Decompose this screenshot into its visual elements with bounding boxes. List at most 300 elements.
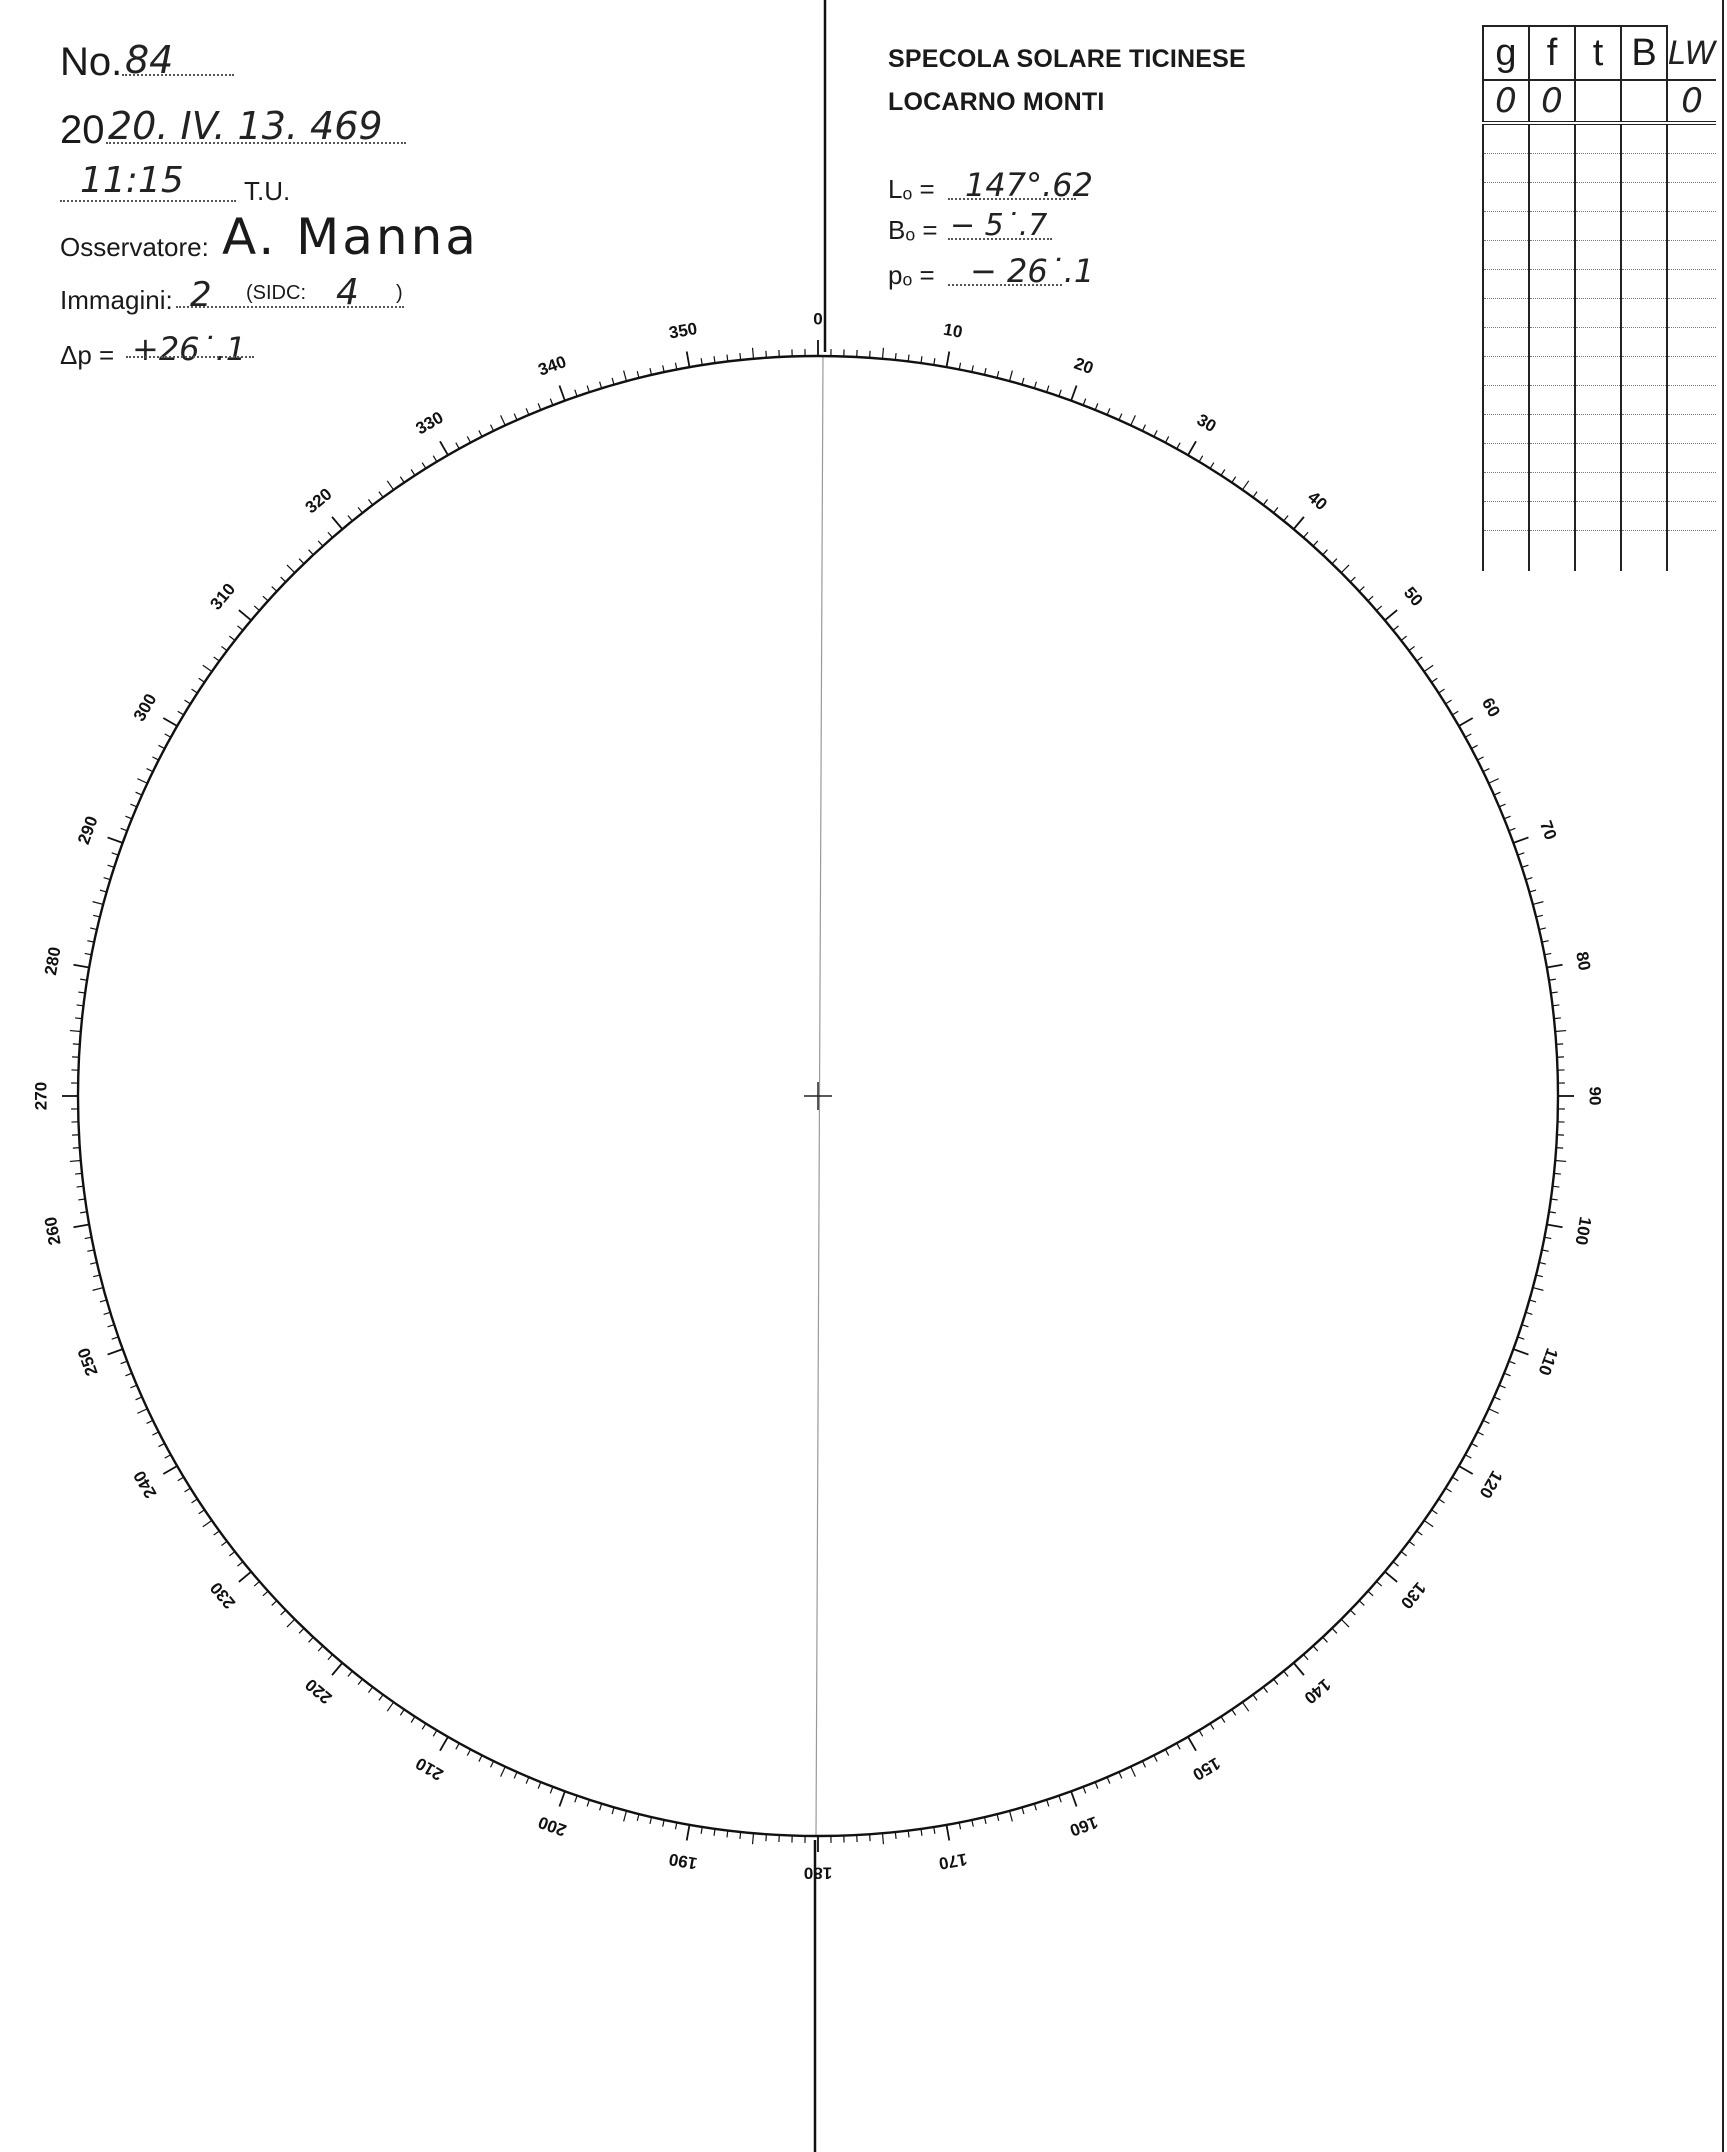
degree-tick <box>637 371 639 378</box>
degree-tick <box>1107 1777 1110 1783</box>
degree-tick <box>1465 734 1471 737</box>
degree-tick <box>1242 1702 1248 1711</box>
observer-value[interactable]: A. Manna <box>222 208 479 266</box>
degree-tick <box>727 1830 728 1837</box>
degree-tick <box>1047 1800 1049 1807</box>
degree-tick <box>1154 1755 1157 1761</box>
degree-tick <box>501 1767 506 1777</box>
degree-tick <box>1034 382 1036 389</box>
degree-tick <box>1513 837 1528 842</box>
degree-tick <box>1274 507 1278 513</box>
B0-value[interactable]: − 5˙.7 <box>950 208 1048 243</box>
degree-tick <box>895 353 896 360</box>
degree-tick <box>972 1820 973 1827</box>
B0-label: Bₒ = <box>888 215 938 245</box>
degree-label: 220 <box>301 1674 336 1708</box>
degree-tick <box>163 1466 177 1474</box>
degree-tick <box>946 351 949 367</box>
degree-tick <box>422 1724 426 1730</box>
degree-tick <box>1284 515 1288 520</box>
degree-tick <box>1131 1767 1136 1777</box>
institution-location: LOCARNO MONTI <box>888 88 1105 116</box>
number-label: No. <box>60 40 123 84</box>
delta-p-label: Δp = <box>60 340 115 370</box>
degree-tick <box>108 865 115 867</box>
degree-tick <box>491 425 494 431</box>
degree-tick <box>185 700 191 704</box>
degree-tick <box>1323 1637 1328 1642</box>
degree-tick <box>1494 1397 1500 1400</box>
institution-name: SPECOLA SOLARE TICINESE <box>888 45 1246 73</box>
degree-tick <box>348 1671 352 1676</box>
L0-label: Lₒ = <box>888 174 935 204</box>
degree-tick <box>456 1743 459 1749</box>
degree-tick <box>433 456 437 462</box>
degree-tick <box>1536 915 1543 917</box>
degree-tick <box>152 1432 158 1435</box>
degree-label: 170 <box>937 1849 969 1874</box>
degree-tick <box>1544 953 1551 954</box>
degree-tick <box>1431 678 1437 682</box>
degree-tick <box>309 1637 314 1642</box>
degree-tick <box>1210 463 1214 469</box>
degree-tick <box>237 626 242 630</box>
degree-tick <box>637 1814 639 1821</box>
degree-tick <box>908 355 909 362</box>
degree-tick <box>1022 378 1024 385</box>
degree-tick <box>1401 1552 1407 1556</box>
degree-label: 330 <box>412 407 447 439</box>
degree-tick <box>1522 865 1529 867</box>
degree-label: 310 <box>206 579 240 614</box>
degree-label: 20 <box>1071 353 1096 379</box>
degree-tick <box>1542 941 1549 942</box>
degree-tick <box>254 1581 259 1586</box>
degree-tick <box>1294 1663 1304 1675</box>
value-g[interactable]: 0 <box>1483 80 1529 123</box>
degree-tick <box>1263 1687 1267 1693</box>
degree-tick <box>137 779 147 784</box>
degree-tick <box>299 559 304 564</box>
degree-tick <box>73 1224 89 1227</box>
degree-label: 270 <box>31 1081 51 1111</box>
degree-tick <box>1188 441 1196 455</box>
degree-tick <box>1529 1300 1536 1302</box>
degree-tick <box>1177 443 1180 449</box>
number-value[interactable]: 84 <box>125 38 174 82</box>
degree-tick <box>70 1160 81 1161</box>
degree-tick <box>90 1262 97 1264</box>
header-t: t <box>1575 26 1621 80</box>
degree-label: 160 <box>1067 1812 1101 1840</box>
degree-tick <box>368 1687 372 1693</box>
time-value[interactable]: 11:15 <box>80 160 184 201</box>
degree-tick <box>199 1510 205 1514</box>
degree-tick <box>1083 1787 1086 1794</box>
degree-tick <box>1274 1679 1278 1685</box>
header-f: f <box>1529 26 1575 80</box>
degree-tick <box>624 1811 627 1822</box>
degree-tick <box>997 1814 999 1821</box>
degree-tick <box>587 1800 589 1807</box>
degree-label: 60 <box>1477 694 1504 721</box>
degree-tick <box>287 565 295 573</box>
images-label: Immagini: <box>60 285 173 315</box>
degree-tick <box>1253 1695 1257 1701</box>
degree-tick <box>491 1761 494 1767</box>
degree-tick <box>108 1325 115 1327</box>
degree-tick <box>1284 1671 1288 1676</box>
degree-tick <box>1513 1349 1528 1354</box>
degree-tick <box>1526 878 1533 880</box>
degree-tick <box>1509 828 1516 831</box>
degree-tick <box>440 1737 448 1751</box>
degree-tick <box>740 353 741 360</box>
degree-tick <box>299 1628 304 1633</box>
degree-tick <box>1401 636 1407 640</box>
degree-tick <box>1341 1619 1349 1627</box>
degree-tick <box>1494 792 1500 795</box>
degree-tick <box>387 481 393 490</box>
degree-tick <box>75 1173 82 1174</box>
degree-label: 90 <box>1585 1086 1605 1106</box>
degree-tick <box>1539 928 1546 930</box>
degree-tick <box>1518 1337 1525 1339</box>
degree-label: 110 <box>1534 1345 1562 1378</box>
degree-tick <box>600 1804 602 1811</box>
degree-tick <box>368 499 372 505</box>
degree-tick <box>221 646 227 650</box>
degree-tick <box>147 769 153 772</box>
degree-tick <box>1439 689 1445 693</box>
date-prefix: 20 <box>60 108 105 152</box>
degree-label: 340 <box>535 352 569 380</box>
degree-tick <box>687 351 690 367</box>
degree-tick <box>1232 1709 1236 1715</box>
degree-tick <box>1459 1466 1473 1474</box>
degree-tick <box>1177 1743 1180 1749</box>
degree-tick <box>1071 386 1076 401</box>
degree-tick <box>422 463 426 469</box>
date-value[interactable]: 20. IV. 13. 469 <box>108 104 383 148</box>
degree-label: 250 <box>74 1345 102 1379</box>
degree-tick <box>1095 403 1098 409</box>
degree-tick <box>1294 517 1304 529</box>
degree-tick <box>1010 371 1013 382</box>
degree-tick <box>997 371 999 378</box>
degree-tick <box>214 657 220 661</box>
degree-tick <box>1483 1420 1489 1423</box>
degree-tick <box>328 532 333 537</box>
degree-tick <box>1263 499 1267 505</box>
degree-label: 290 <box>74 813 102 847</box>
degree-tick <box>152 757 158 760</box>
degree-tick <box>1385 1572 1397 1582</box>
degree-label: 50 <box>1399 583 1427 610</box>
degree-tick <box>1555 1031 1566 1032</box>
degree-tick <box>1547 965 1563 968</box>
degree-tick <box>559 1791 564 1806</box>
degree-tick <box>1119 1772 1122 1778</box>
degree-tick <box>272 1601 277 1606</box>
degree-tick <box>1417 657 1423 661</box>
degree-tick <box>1471 745 1477 748</box>
degree-label: 120 <box>1475 1467 1507 1502</box>
delta-p-value[interactable]: +26˙.1 <box>132 330 247 368</box>
degree-label: 280 <box>40 945 65 977</box>
degree-tick <box>1071 1791 1076 1806</box>
degree-tick <box>1119 414 1122 420</box>
degree-tick <box>1533 1288 1544 1291</box>
degree-tick <box>254 606 259 611</box>
degree-tick <box>1341 565 1349 573</box>
degree-tick <box>387 1702 393 1711</box>
degree-tick <box>1165 1749 1168 1755</box>
degree-tick <box>411 1717 415 1723</box>
degree-tick <box>663 365 664 372</box>
degree-tick <box>600 382 602 389</box>
degree-tick <box>1533 902 1544 905</box>
degree-tick <box>984 368 986 375</box>
degree-tick <box>1459 718 1473 726</box>
degree-tick <box>559 386 564 401</box>
degree-tick <box>1499 1385 1505 1388</box>
degree-tick <box>1526 1312 1533 1314</box>
degree-tick <box>1221 470 1225 476</box>
degree-tick <box>163 718 177 726</box>
degree-tick <box>1489 779 1499 784</box>
degree-tick <box>192 689 198 693</box>
degree-tick <box>332 517 342 529</box>
degree-tick <box>239 610 251 620</box>
degree-tick <box>332 1663 342 1675</box>
center-cross <box>804 1082 832 1110</box>
degree-tick <box>178 711 184 715</box>
degree-tick <box>612 378 614 385</box>
degree-tick <box>93 902 104 905</box>
degree-tick <box>158 1443 164 1446</box>
degree-tick <box>158 745 164 748</box>
degree-tick <box>112 853 119 855</box>
degree-tick <box>263 596 268 601</box>
sidc-value[interactable]: 4 <box>336 272 359 313</box>
degree-label: 350 <box>667 318 699 343</box>
time-unit: T.U. <box>244 176 291 206</box>
degree-tick <box>1483 769 1489 772</box>
degree-tick <box>112 1337 119 1339</box>
degree-tick <box>550 399 553 406</box>
degree-tick <box>538 1782 541 1788</box>
degree-tick <box>587 386 589 393</box>
degree-tick <box>1393 626 1398 630</box>
degree-tick <box>1471 1443 1477 1446</box>
degree-tick <box>287 1619 295 1627</box>
degree-tick <box>229 636 235 640</box>
degree-tick <box>753 348 754 359</box>
degree-tick <box>1554 1173 1561 1174</box>
degree-tick <box>358 507 362 513</box>
degree-tick <box>1095 1782 1098 1788</box>
degree-tick <box>100 890 107 892</box>
degree-tick <box>1022 1807 1024 1814</box>
degree-tick <box>740 1832 741 1839</box>
degree-label: 180 <box>803 1863 833 1883</box>
degree-tick <box>93 1288 104 1291</box>
degree-tick <box>1359 587 1364 592</box>
degree-tick <box>1253 492 1257 498</box>
degree-tick <box>77 1005 84 1006</box>
degree-tick <box>263 1591 268 1596</box>
degree-tick <box>203 665 212 671</box>
degree-tick <box>379 1695 383 1701</box>
degree-tick <box>1332 1628 1337 1633</box>
degree-tick <box>612 1807 614 1814</box>
value-LW[interactable]: 0 <box>1667 80 1716 123</box>
degree-tick <box>501 415 506 425</box>
degree-tick <box>121 1361 128 1364</box>
degree-label: 10 <box>941 319 964 342</box>
degree-tick <box>77 1186 84 1187</box>
degree-tick <box>1446 700 1452 704</box>
degree-tick <box>1536 1275 1543 1277</box>
degree-tick <box>87 941 94 942</box>
degree-tick <box>1555 1160 1566 1161</box>
degree-tick <box>104 1312 111 1314</box>
degree-tick <box>1368 596 1373 601</box>
degree-tick <box>538 403 541 409</box>
degree-tick <box>1509 1361 1516 1364</box>
degree-tick <box>281 577 286 582</box>
degree-tick <box>753 1833 754 1844</box>
degree-tick <box>104 878 111 880</box>
degree-tick <box>165 734 171 737</box>
value-f[interactable]: 0 <box>1529 80 1575 123</box>
degree-label: 210 <box>412 1753 447 1785</box>
images-value[interactable]: 2 <box>190 275 212 315</box>
degree-tick <box>411 470 415 476</box>
degree-tick <box>1350 1610 1355 1615</box>
degree-tick <box>1210 1724 1214 1730</box>
L0-value[interactable]: 147°.62 <box>965 166 1093 204</box>
degree-tick <box>433 1730 437 1736</box>
degree-tick <box>237 1562 242 1566</box>
degree-tick <box>908 1830 909 1837</box>
degree-tick <box>130 1385 136 1388</box>
degree-label: 190 <box>667 1849 699 1874</box>
header-B: B <box>1621 26 1667 80</box>
degree-tick <box>1539 1262 1546 1264</box>
degree-tick <box>85 1237 92 1238</box>
degree-tick <box>1313 541 1318 546</box>
header-LW: LW <box>1667 26 1716 80</box>
degree-tick <box>946 1825 949 1841</box>
degree-tick <box>1439 1499 1445 1503</box>
degree-tick <box>972 365 973 372</box>
degree-tick <box>1477 757 1483 760</box>
degree-tick <box>178 1477 184 1481</box>
header-g: g <box>1483 26 1529 80</box>
degree-tick <box>318 1646 323 1651</box>
degree-tick <box>1059 390 1061 397</box>
degree-tick <box>1376 606 1381 611</box>
degree-tick <box>1547 1224 1563 1227</box>
sidc-close: ) <box>396 282 403 304</box>
degree-tick <box>221 1541 227 1545</box>
degree-tick <box>1544 1237 1551 1238</box>
degree-tick <box>199 678 205 682</box>
degree-tick <box>136 1397 142 1400</box>
degree-tick <box>136 792 142 795</box>
degree-tick <box>1010 1811 1013 1822</box>
degree-tick <box>1417 1531 1423 1535</box>
degree-label: 300 <box>129 690 161 725</box>
degree-tick <box>125 816 131 819</box>
degree-tick <box>1465 1455 1471 1458</box>
degree-label: 70 <box>1535 818 1561 843</box>
degree-tick <box>1242 481 1248 490</box>
degree-tick <box>130 804 136 807</box>
degree-tick <box>1376 1581 1381 1586</box>
degree-tick <box>108 1349 123 1354</box>
degree-tick <box>1199 1730 1203 1736</box>
degree-tick <box>1047 386 1049 393</box>
degree-tick <box>1477 1432 1483 1435</box>
degree-tick <box>1368 1591 1373 1596</box>
degree-tick <box>1542 1250 1549 1251</box>
degree-tick <box>1504 1373 1510 1376</box>
degree-tick <box>93 1275 100 1277</box>
degree-label: 140 <box>1300 1674 1335 1708</box>
degree-tick <box>1083 399 1086 406</box>
degree-tick <box>358 1679 362 1685</box>
degree-label: 40 <box>1304 487 1331 515</box>
p0-value[interactable]: − 26˙.1 <box>970 252 1095 290</box>
degree-tick <box>379 492 383 498</box>
degree-tick <box>73 965 89 968</box>
degree-tick <box>479 1755 482 1761</box>
p0-label: pₒ = <box>888 260 935 290</box>
degree-tick <box>137 1409 147 1414</box>
degree-tick <box>400 477 404 483</box>
degree-label: 260 <box>40 1215 65 1247</box>
degree-tick <box>959 1822 960 1829</box>
degree-tick <box>1518 853 1525 855</box>
degree-tick <box>1431 1510 1437 1514</box>
degree-tick <box>650 1817 652 1824</box>
degree-tick <box>108 837 123 842</box>
degree-tick <box>165 1455 171 1458</box>
degree-tick <box>575 390 577 397</box>
degree-tick <box>203 1520 212 1526</box>
degree-tick <box>318 541 323 546</box>
degree-tick <box>93 915 100 917</box>
degree-tick <box>1221 1717 1225 1723</box>
degree-label: 30 <box>1193 410 1220 437</box>
degree-tick <box>192 1499 198 1503</box>
degree-tick <box>895 1832 896 1839</box>
degree-label: 200 <box>535 1812 569 1840</box>
degree-tick <box>514 1772 517 1778</box>
degree-tick <box>1303 532 1308 537</box>
sidc-label: (SIDC: <box>246 282 306 304</box>
degree-tick <box>147 1420 153 1423</box>
degree-tick <box>1552 1186 1559 1187</box>
degree-tick <box>1385 610 1397 620</box>
degree-tick <box>1107 408 1110 414</box>
degree-tick <box>1131 415 1136 425</box>
degree-tick <box>467 1749 470 1755</box>
degree-tick <box>1552 1005 1559 1006</box>
